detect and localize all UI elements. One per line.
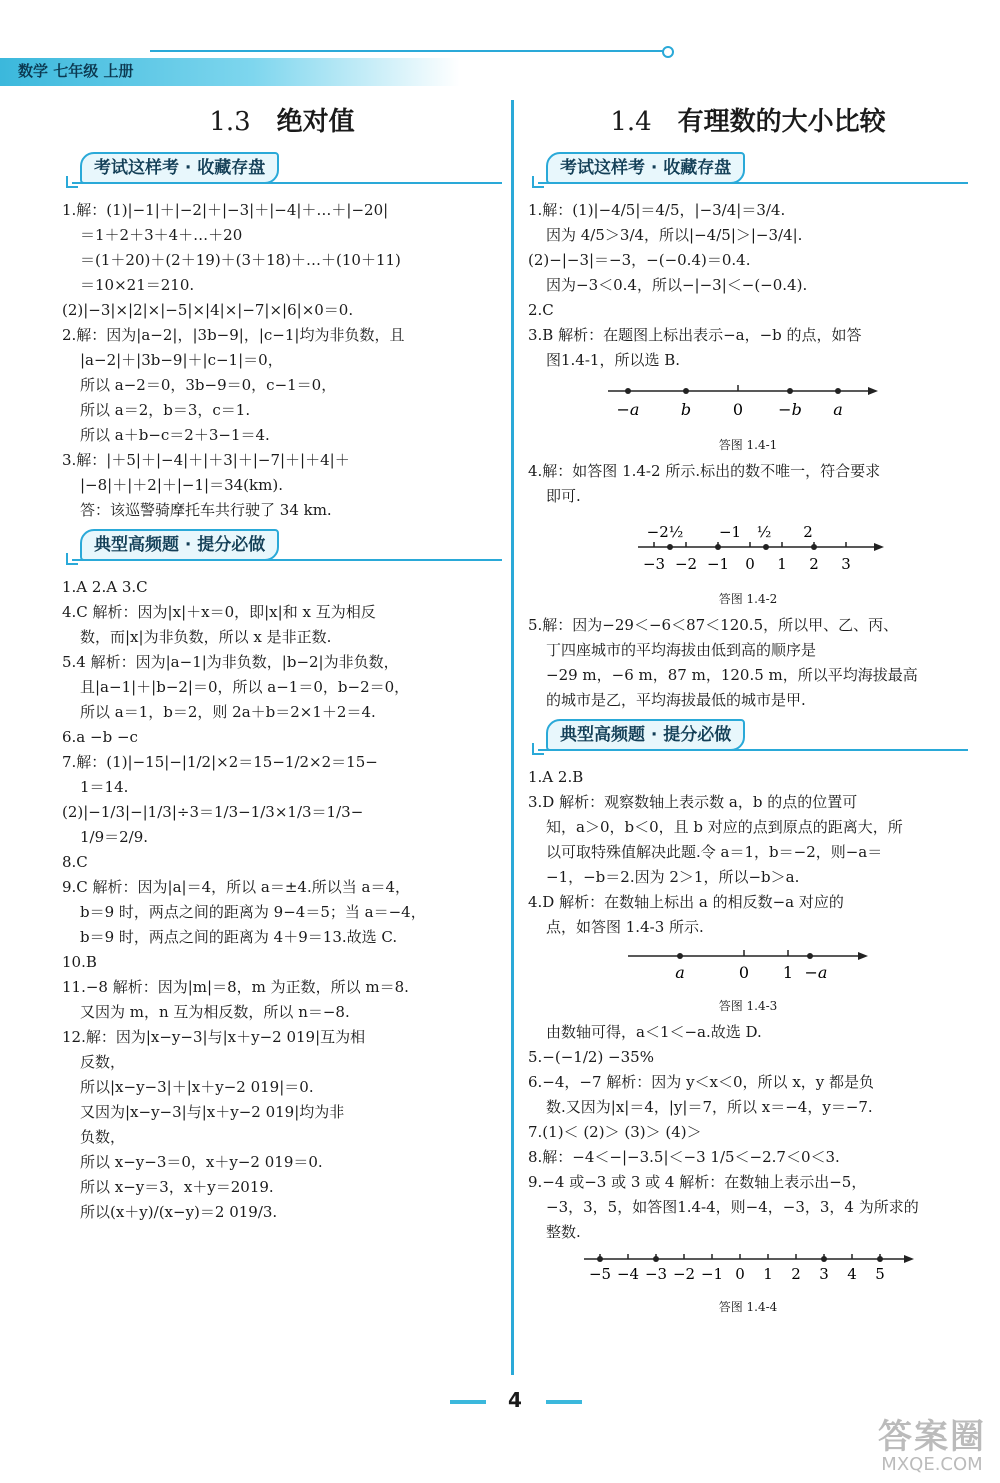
answer-line: 所以 a＋b−c＝2＋3−1＝4. bbox=[80, 426, 270, 444]
answer-line: 4.解：如答图 1.4-2 所示.标出的数不唯一，符合要求 bbox=[528, 462, 881, 480]
answer-block-3 bbox=[528, 613, 968, 713]
answer-line: 5.解：因为−29＜−6＜87＜120.5，所以甲、乙、丙、 bbox=[528, 616, 899, 634]
answer-line: 因为 4/5＞3/4，所以|−4/5|＞|−3/4|. bbox=[546, 226, 803, 244]
nl4-tick: −3 bbox=[644, 1265, 668, 1283]
answer-line: 1＝14. bbox=[80, 778, 129, 796]
answer-block-1 bbox=[528, 198, 968, 373]
nl1-label: a bbox=[833, 400, 843, 419]
badge-exam bbox=[62, 152, 502, 188]
figure-caption: 答图 1.4-4 bbox=[718, 1300, 778, 1314]
nl2-tick: −1 bbox=[706, 555, 730, 573]
answer-line: b＝9 时，两点之间的距离为 9−4＝5；当 a＝−4， bbox=[80, 903, 426, 921]
answer-line: 丁四座城市的平均海拔由低到高的顺序是 bbox=[546, 641, 817, 659]
answer-line: 8.解：−4＜−|−3.5|＜−3 1/5＜−2.7＜0＜3. bbox=[528, 1148, 840, 1166]
answer-line: 12.解：因为|x−y−3|与|x＋y−2 019|互为相 bbox=[62, 1028, 366, 1046]
answer-line: 5.4 解析：因为|a−1|为非负数，|b−2|为非负数， bbox=[62, 653, 399, 671]
answer-line: 1.解：(1)|−4/5|＝4/5，|−3/4|＝3/4. bbox=[528, 201, 786, 219]
answer-line: 答：该巡警骑摩托车共行驶了 34 km. bbox=[80, 501, 332, 519]
page-number: 4 bbox=[508, 1388, 522, 1412]
answer-line: 2.C bbox=[528, 301, 554, 319]
watermark-logo-text: 答案圈 bbox=[878, 1417, 986, 1457]
answer-line: 11.−8 解析：因为|m|＝8，m 为正数，所以 m＝8. bbox=[62, 978, 409, 996]
nl1-label: −a bbox=[616, 400, 640, 419]
footer-bar-right bbox=[546, 1400, 582, 1404]
nl4-tick: −5 bbox=[588, 1265, 612, 1283]
nl4-tick: −1 bbox=[700, 1265, 724, 1283]
answer-line: 反数， bbox=[80, 1053, 126, 1071]
nl2-top-label: ½ bbox=[756, 523, 772, 541]
answer-block-2 bbox=[528, 459, 968, 509]
header-title: 数学 七年级 上册 bbox=[18, 62, 134, 80]
answer-line: 负数， bbox=[80, 1128, 126, 1146]
answer-line: 数.又因为|x|＝4，|y|＝7，所以 x＝−4，y＝−7. bbox=[546, 1098, 873, 1116]
answer-line: 3.解：|＋5|＋|−4|＋|＋3|＋|−7|＋|＋4|＋ bbox=[62, 451, 350, 469]
answer-line: 1.A 2.A 3.C bbox=[62, 578, 148, 596]
answer-block-typical bbox=[62, 575, 502, 1225]
answer-line: −1，−b＝2.因为 2＞1，所以−b＞a. bbox=[546, 868, 800, 886]
badge-label: 典型高频题 · 提分必做 bbox=[546, 719, 745, 751]
header-dot bbox=[662, 46, 674, 58]
nl2-top-label: −2½ bbox=[646, 523, 684, 541]
nl3-label: 0 bbox=[738, 963, 750, 982]
answer-line: 5.−(−1/2) −35% bbox=[528, 1048, 654, 1066]
watermark bbox=[878, 1419, 986, 1475]
answer-line: 的城市是乙，平均海拔最低的城市是甲. bbox=[546, 691, 806, 709]
answer-line: 1.解：(1)|−1|＋|−2|＋|−3|＋|−4|＋…＋|−20| bbox=[62, 201, 389, 219]
answer-line: 9.−4 或−3 或 3 或 4 解析：在数轴上表示出−5， bbox=[528, 1173, 867, 1191]
column-divider bbox=[511, 100, 514, 1375]
answer-line: 所以 a＝2，b＝3，c＝1. bbox=[80, 401, 251, 419]
nl2-top-label: 2 bbox=[803, 523, 813, 541]
answer-block-4 bbox=[528, 765, 968, 940]
section-name: 有理数的大小比较 bbox=[677, 107, 886, 137]
section-title-1-3 bbox=[62, 100, 502, 144]
badge-exam bbox=[528, 152, 968, 188]
left-column bbox=[62, 100, 502, 1225]
answer-line: 10.B bbox=[62, 953, 97, 971]
footer-bar-left bbox=[450, 1400, 486, 1404]
answer-block-exam bbox=[62, 198, 502, 523]
answer-line: 1.A 2.B bbox=[528, 768, 584, 786]
answer-line: 1/9＝2/9. bbox=[80, 828, 149, 846]
nl1-label: b bbox=[680, 400, 692, 419]
answer-line: 以可取特殊值解决此题.令 a＝1，b＝−2，则−a＝ bbox=[546, 843, 883, 861]
nl2-tick: 2 bbox=[809, 555, 819, 573]
nl2-top-label: −1 bbox=[718, 523, 742, 541]
answer-line: 7.(1)＜ (2)＞ (3)＞ (4)＞ bbox=[528, 1123, 702, 1141]
badge-label: 考试这样考 · 收藏存盘 bbox=[546, 152, 745, 184]
answer-line: b＝9 时，两点之间的距离为 4＋9＝13.故选 C. bbox=[80, 928, 398, 946]
number-line-1-4-3 bbox=[528, 946, 968, 986]
section-number: 1.4 bbox=[610, 107, 652, 137]
section-number: 1.3 bbox=[209, 107, 251, 137]
nl2-tick: 1 bbox=[777, 555, 787, 573]
figure-caption: 答图 1.4-1 bbox=[718, 438, 778, 452]
right-column bbox=[528, 100, 968, 1321]
answer-line: 图1.4-1，所以选 B. bbox=[546, 351, 681, 369]
page-footer bbox=[0, 1388, 1000, 1414]
answer-line: 9.C 解析：因为|a|＝4，所以 a＝±4.所以当 a＝4， bbox=[62, 878, 410, 896]
answer-line: 所以 a＝1，b＝2，则 2a＋b＝2×1＋2＝4. bbox=[80, 703, 376, 721]
answer-line: ＝10×21＝210. bbox=[80, 276, 195, 294]
answer-line: 4.D 解析：在数轴上标出 a 的相反数−a 对应的 bbox=[528, 893, 844, 911]
nl4-tick: 4 bbox=[847, 1265, 857, 1283]
nl4-tick: 5 bbox=[875, 1265, 885, 1283]
answer-line: 又因为 m，n 互为相反数，所以 n＝−8. bbox=[80, 1003, 350, 1021]
answer-line: 6.−4，−7 解析：因为 y＜x＜0，所以 x，y 都是负 bbox=[528, 1073, 875, 1091]
answer-line: |a−2|＋|3b−9|＋|c−1|＝0， bbox=[80, 351, 283, 369]
nl4-tick: −4 bbox=[616, 1265, 640, 1283]
answer-line: 知，a＞0，b＜0，且 b 对应的点到原点的距离大，所 bbox=[546, 818, 903, 836]
answer-line: 点，如答图 1.4-3 所示. bbox=[546, 918, 704, 936]
nl3-label: 1 bbox=[782, 963, 794, 982]
answer-line: 所以 x−y＝3，x＋y＝2019. bbox=[80, 1178, 274, 1196]
nl2-tick: −2 bbox=[674, 555, 698, 573]
answer-line: 数，而|x|为非负数，所以 x 是非正数. bbox=[80, 628, 332, 646]
answer-line: 3.B 解析：在题图上标出表示−a，−b 的点，如答 bbox=[528, 326, 862, 344]
answer-line: (2)|−1/3|−|1/3|÷3＝1/3−1/3×1/3＝1/3− bbox=[62, 803, 364, 821]
nl2-tick: 0 bbox=[745, 555, 755, 573]
nl1-label: −b bbox=[778, 400, 802, 419]
answer-line: 4.C 解析：因为|x|＋x＝0，即|x|和 x 互为相反 bbox=[62, 603, 376, 621]
answer-line: 所以(x＋y)/(x−y)＝2 019/3. bbox=[80, 1203, 278, 1221]
badge-typical bbox=[62, 529, 502, 565]
answer-line: 所以 a−2＝0，3b−9＝0，c−1＝0， bbox=[80, 376, 337, 394]
answer-line: ＝(1＋20)＋(2＋19)＋(3＋18)＋…＋(10＋11) bbox=[80, 251, 401, 269]
badge-typical bbox=[528, 719, 968, 755]
section-title-1-4 bbox=[528, 100, 968, 144]
answer-line: −3，3，5，如答图1.4-4，则−4，−3，3，4 为所求的 bbox=[546, 1198, 919, 1216]
answer-block-5 bbox=[528, 1020, 968, 1245]
answer-line: 又因为|x−y−3|与|x＋y−2 019|均为非 bbox=[80, 1103, 345, 1121]
answer-line: 由数轴可得，a＜1＜−a.故选 D. bbox=[546, 1023, 762, 1041]
watermark-url: MXQE.COM bbox=[881, 1454, 983, 1475]
number-line-1-4-4 bbox=[528, 1251, 968, 1287]
answer-line: 2.解：因为|a−2|，|3b−9|，|c−1|均为非负数，且 bbox=[62, 326, 405, 344]
section-name: 绝对值 bbox=[276, 107, 355, 137]
nl2-tick: −3 bbox=[642, 555, 666, 573]
answer-line: −29 m，−6 m，87 m，120.5 m，所以平均海拔最高 bbox=[546, 666, 918, 684]
figure-caption: 答图 1.4-3 bbox=[718, 999, 778, 1013]
answer-line: 即可. bbox=[546, 487, 581, 505]
answer-line: 8.C bbox=[62, 853, 88, 871]
page-header bbox=[0, 46, 670, 86]
answer-line: 3.D 解析：观察数轴上表示数 a，b 的点的位置可 bbox=[528, 793, 858, 811]
answer-line: (2)|−3|×|2|×|−5|×|4|×|−7|×|6|×0＝0. bbox=[62, 301, 354, 319]
answer-line: 所以 x−y−3＝0，x＋y−2 019＝0. bbox=[80, 1153, 323, 1171]
nl4-tick: 2 bbox=[791, 1265, 801, 1283]
answer-line: 所以|x−y−3|＋|x＋y−2 019|＝0. bbox=[80, 1078, 314, 1096]
nl1-label: 0 bbox=[732, 400, 744, 419]
answer-line: 7.解：(1)|−15|−|1/2|×2＝15−1/2×2＝15− bbox=[62, 753, 378, 771]
figure-caption: 答图 1.4-2 bbox=[718, 592, 778, 606]
answer-line: |−8|＋|＋2|＋|−1|＝34(km). bbox=[80, 476, 283, 494]
nl4-tick: −2 bbox=[672, 1265, 696, 1283]
answer-line: ＝1＋2＋3＋4＋…＋20 bbox=[80, 226, 243, 244]
nl4-tick: 1 bbox=[763, 1265, 773, 1283]
answer-line: 整数. bbox=[546, 1223, 581, 1241]
answer-line: 因为−3＜0.4，所以−|−3|＜−(−0.4). bbox=[546, 276, 808, 294]
answer-line: 且|a−1|＋|b−2|＝0，所以 a−1＝0，b−2＝0， bbox=[80, 678, 410, 696]
nl4-tick: 3 bbox=[819, 1265, 829, 1283]
nl4-tick: 0 bbox=[735, 1265, 745, 1283]
number-line-1-4-1 bbox=[528, 379, 968, 425]
number-line-1-4-2 bbox=[528, 515, 968, 579]
nl3-label: a bbox=[675, 963, 685, 982]
badge-label: 考试这样考 · 收藏存盘 bbox=[80, 152, 279, 184]
nl3-label: −a bbox=[804, 963, 828, 982]
header-rule bbox=[150, 50, 664, 52]
answer-line: (2)−|−3|＝−3，−(−0.4)＝0.4. bbox=[528, 251, 751, 269]
nl2-tick: 3 bbox=[841, 555, 851, 573]
answer-line: 6.a −b −c bbox=[62, 728, 138, 746]
badge-label: 典型高频题 · 提分必做 bbox=[80, 529, 279, 561]
